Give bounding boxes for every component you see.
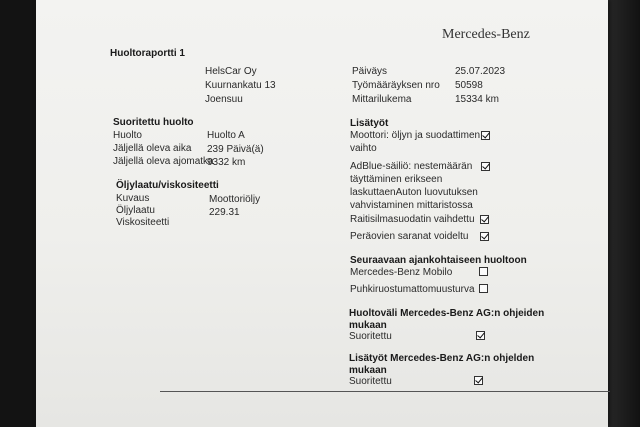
next-service-item: Mercedes-Benz Mobilo [350, 267, 453, 278]
service-label: Jäljellä oleva ajomatka [113, 156, 214, 167]
extra-work-item: Peräovien saranat voideltu [350, 231, 469, 242]
oil-label: Öljylaatu [116, 205, 155, 216]
service-value: 239 Päivä(ä) [207, 144, 264, 155]
odometer-value: 15334 km [455, 94, 499, 105]
interval-heading-cont: mukaan [349, 320, 387, 331]
checkbox-oil-change[interactable] [481, 131, 490, 140]
checkbox-rear-hinges[interactable] [480, 232, 489, 241]
checkbox-extra-ag-done[interactable] [474, 376, 483, 385]
oil-value: Moottoriöljy [209, 194, 261, 205]
service-label: Huolto [113, 130, 142, 141]
oil-heading: Öljylaatu/viskositeetti [116, 180, 219, 191]
service-label: Jäljellä oleva aika [113, 143, 192, 154]
date-label: Päiväys [352, 66, 388, 77]
checkbox-rust-warranty[interactable] [479, 284, 488, 293]
background-edge [604, 0, 640, 427]
checkbox-cabin-filter[interactable] [480, 215, 489, 224]
oil-label: Kuvaus [116, 193, 150, 204]
checkbox-mobilo[interactable] [479, 267, 488, 276]
next-service-heading: Seuraavaan ajankohtaiseen huoltoon [350, 255, 527, 266]
signature-line [160, 391, 610, 392]
extra-work-heading: Lisätyöt [350, 118, 389, 129]
order-value: 50598 [455, 80, 483, 91]
checkbox-interval-done[interactable] [476, 331, 485, 340]
extra-work-item: Raitisilmasuodatin vaihdettu [350, 214, 475, 225]
extra-ag-heading-cont: mukaan [349, 365, 387, 376]
service-report-page [36, 0, 608, 427]
extra-work-item: vahvistaminen mittaristossa [350, 200, 473, 211]
order-label: Työmääräyksen nro [352, 80, 440, 91]
dealer-name: HelsCar Oy [205, 66, 257, 77]
extra-work-item: vaihto [350, 143, 377, 154]
report-title: Huoltoraportti 1 [110, 48, 185, 59]
extra-work-item: AdBlue-säiliö: nestemäärän [350, 161, 473, 172]
interval-item: Suoritettu [349, 331, 392, 342]
extra-work-item: täyttäminen erikseen [350, 174, 443, 185]
service-value: 9332 km [207, 157, 246, 168]
dealer-city: Joensuu [205, 94, 243, 105]
extra-work-item: laskuttaenAuton luovutuksen [350, 187, 478, 198]
service-value: Huolto A [207, 130, 245, 141]
extra-ag-item: Suoritettu [349, 376, 392, 387]
oil-value: 229.31 [209, 207, 240, 218]
checkbox-adblue[interactable] [481, 162, 490, 171]
dealer-street: Kuurnankatu 13 [205, 80, 276, 91]
service-heading: Suoritettu huolto [113, 117, 194, 128]
date-value: 25.07.2023 [455, 66, 506, 77]
oil-label: Viskositeetti [116, 217, 170, 228]
extra-work-item: Moottori: öljyn ja suodattimen [350, 130, 481, 141]
brand-wordmark: Mercedes-Benz [442, 27, 530, 42]
interval-heading: Huoltoväli Mercedes-Benz AG:n ohjeiden [349, 308, 545, 319]
odometer-label: Mittarilukema [352, 94, 412, 105]
next-service-item: Puhkiruostumattomuusturva [350, 284, 475, 295]
extra-ag-heading: Lisätyöt Mercedes-Benz AG:n ohjelden [349, 353, 535, 364]
